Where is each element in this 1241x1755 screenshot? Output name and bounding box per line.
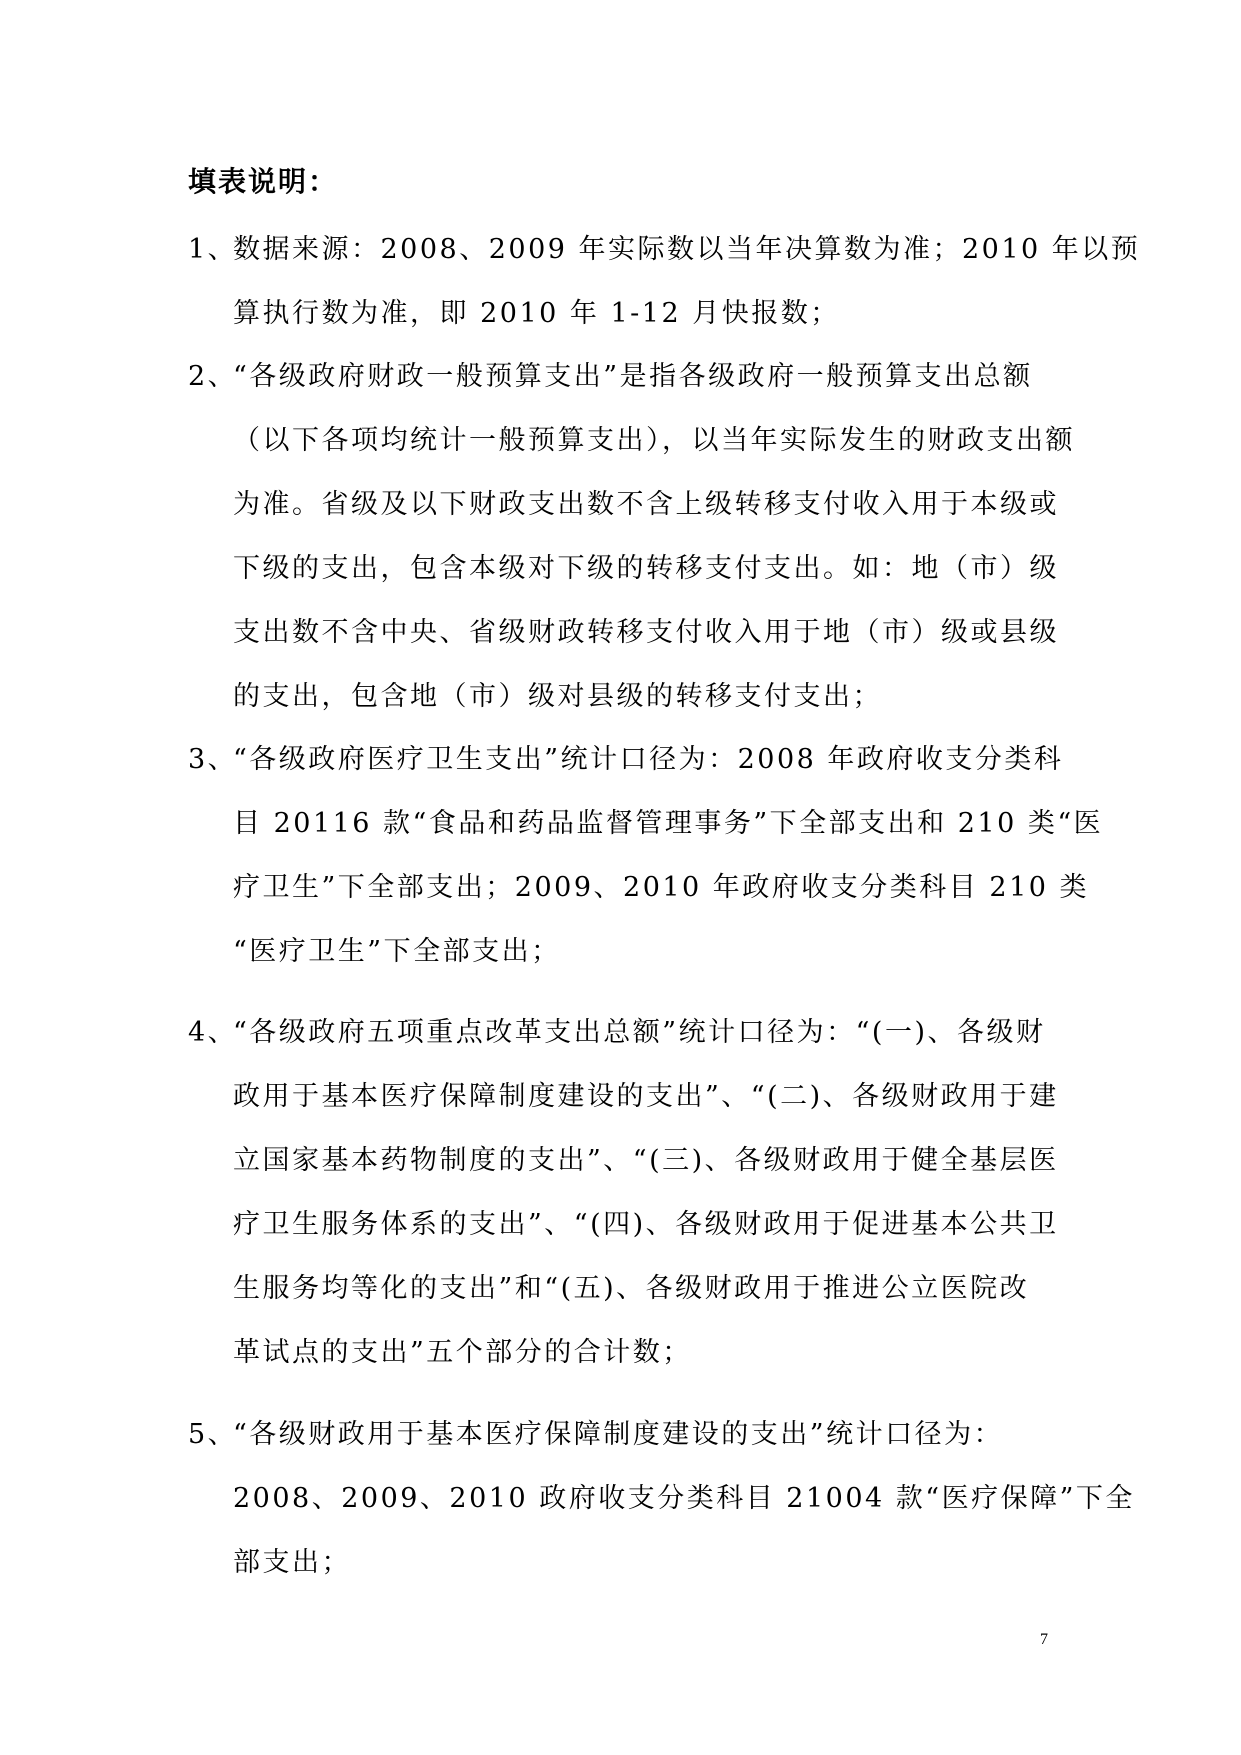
item-line: “各级政府财政一般预算支出”是指各级政府一般预算支出总额 bbox=[233, 361, 1033, 392]
item-line: 算执行数为准，即 2010 年 1-12 月快报数； bbox=[233, 298, 840, 329]
item-line: 支出数不含中央、省级财政转移支付收入用于地（市）级或县级 bbox=[233, 617, 1059, 648]
page-number: 7 bbox=[1040, 1631, 1048, 1648]
instruction-item-3 bbox=[188, 728, 1104, 984]
item-line: 的支出，包含地（市）级对县级的转移支付支出； bbox=[233, 681, 882, 712]
instruction-item-1 bbox=[188, 218, 1141, 346]
item-line: 下级的支出，包含本级对下级的转移支付支出。如：地（市）级 bbox=[233, 553, 1059, 584]
item-number: 2、 bbox=[188, 361, 238, 392]
instruction-item-5 bbox=[188, 1403, 1135, 1595]
item-line: 立国家基本药物制度的支出”、“(三)、各级财政用于健全基层医 bbox=[233, 1145, 1059, 1176]
item-line: “各级财政用于基本医疗保障制度建设的支出”统计口径为： bbox=[233, 1419, 1004, 1450]
item-line: “各级政府医疗卫生支出”统计口径为：2008 年政府收支分类科 bbox=[233, 744, 1064, 775]
instruction-item-2 bbox=[188, 345, 1075, 729]
item-line: 数据来源：2008、2009 年实际数以当年决算数为准；2010 年以预 bbox=[233, 234, 1141, 265]
instruction-item-4 bbox=[188, 1001, 1060, 1385]
item-number: 4、 bbox=[188, 1017, 238, 1048]
item-line: 疗卫生”下全部支出；2009、2010 年政府收支分类科目 210 类 bbox=[233, 872, 1090, 903]
item-line: 疗卫生服务体系的支出”、“(四)、各级财政用于促进基本公共卫 bbox=[233, 1209, 1059, 1240]
item-line: 部支出； bbox=[233, 1547, 351, 1578]
item-number: 3、 bbox=[188, 744, 238, 775]
item-line: （以下各项均统计一般预算支出），以当年实际发生的财政支出额 bbox=[233, 425, 1075, 456]
item-line: 为准。省级及以下财政支出数不含上级转移支付收入用于本级或 bbox=[233, 489, 1059, 520]
item-line: “各级政府五项重点改革支出总额”统计口径为：“(一)、各级财 bbox=[233, 1017, 1046, 1048]
item-line: “医疗卫生”下全部支出； bbox=[233, 936, 561, 967]
section-heading: 填表说明： bbox=[188, 165, 339, 198]
item-line: 革试点的支出”五个部分的合计数； bbox=[233, 1337, 692, 1368]
item-line: 政用于基本医疗保障制度建设的支出”、“(二)、各级财政用于建 bbox=[233, 1081, 1059, 1112]
item-line: 目 20116 款“食品和药品监督管理事务”下全部支出和 210 类“医 bbox=[233, 808, 1104, 839]
item-number: 5、 bbox=[188, 1419, 238, 1450]
item-line: 2008、2009、2010 政府收支分类科目 21004 款“医疗保障”下全 bbox=[233, 1483, 1135, 1514]
item-number: 1、 bbox=[188, 234, 238, 265]
item-line: 生服务均等化的支出”和“(五)、各级财政用于推进公立医院改 bbox=[233, 1273, 1030, 1304]
